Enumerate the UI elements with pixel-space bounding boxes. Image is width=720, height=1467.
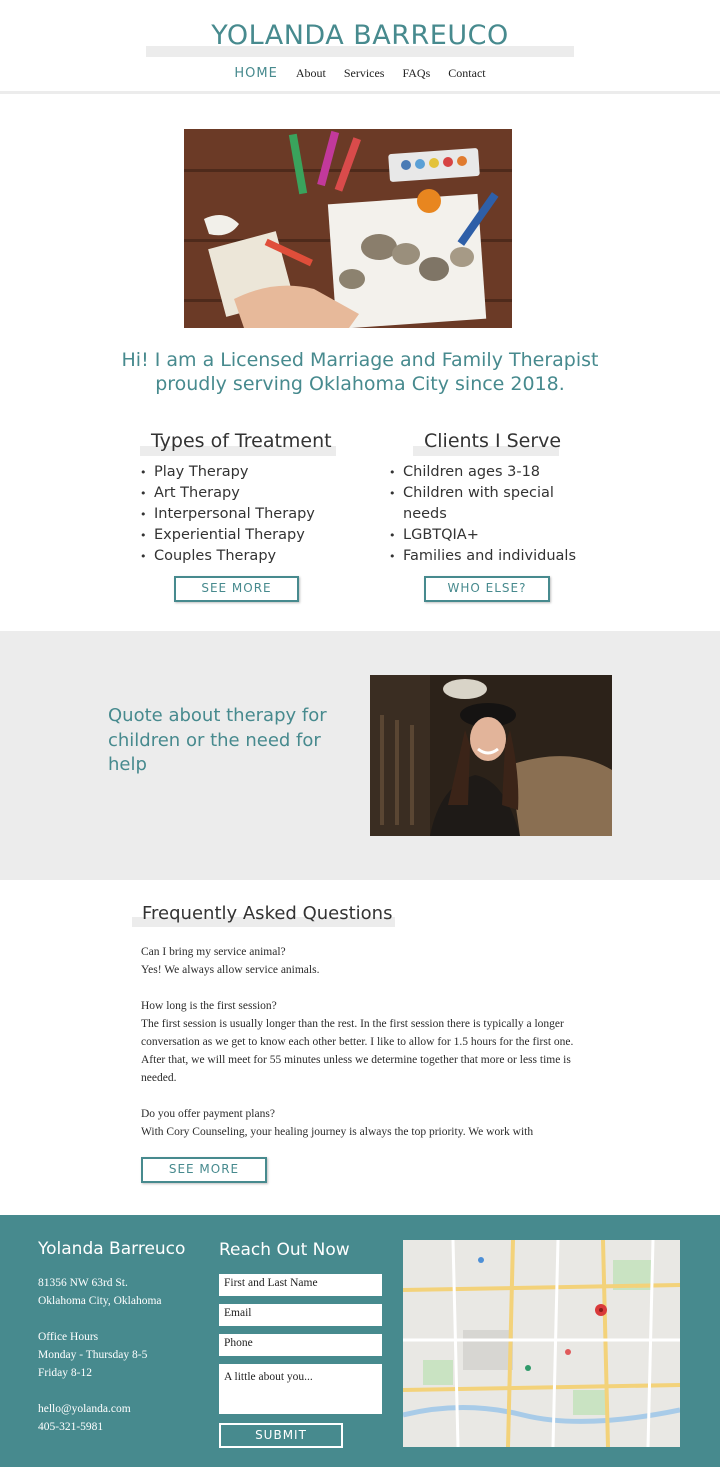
smiling-woman-photo [370,675,612,836]
nav-home[interactable]: HOME [234,66,278,81]
treatment-column [140,430,380,567]
faq-question: Can I bring my service animal? [141,946,286,958]
clients-column [389,430,579,567]
faq-title: Frequently Asked Questions [142,903,393,924]
email-link[interactable]: hello@yolanda.com [38,1403,131,1415]
art-supplies-photo [184,129,512,328]
list-item: • Couples Therapy [140,546,380,567]
nav-about[interactable]: About [295,66,326,80]
reach-out-title: Reach Out Now [219,1240,350,1260]
hours-label: Office Hours [38,1331,99,1343]
nav-contact[interactable]: Contact [448,66,486,80]
quote-text: Quote about therapy for children or the need for help [108,705,327,775]
clients-list [389,462,579,567]
list-item: • Children with special needs [389,483,579,525]
faq-answer: Yes! We always allow service animals. [141,964,320,976]
list-item: • LGBTQIA+ [389,525,579,546]
nav-faqs[interactable]: FAQs [402,66,431,80]
faq-question: Do you offer payment plans? [141,1108,275,1120]
art-supplies-photo-graphic [184,129,512,328]
name-field[interactable]: First and Last Name [219,1274,382,1296]
email-field[interactable]: Email [219,1304,382,1326]
faq-answer: The first session is usually longer than the rest. In the first session there is typically a longer conversation as we get to know each other better. I like to allow for 1.5 hours for the first one. After that, we will meet for 55 minutes unless we determine together that more or less time is needed. [141,1018,574,1084]
faq-entry [141,997,586,1087]
list-item: • Children ages 3-18 [389,462,579,483]
faq-entry [141,1105,586,1141]
site-header [0,0,720,94]
faq-entry [141,943,586,979]
intro-text: Hi! I am a Licensed Marriage and Family Therapist proudly serving Oklahoma City since 2018. [121,349,599,395]
quote-section [0,631,720,880]
site-title[interactable]: YOLANDA BARREUCO [211,20,509,51]
see-more-treatment-button[interactable]: SEE MORE [174,576,299,602]
treatment-list [140,462,380,567]
treatment-title: Types of Treatment [151,430,332,452]
nav-services[interactable]: Services [343,66,385,80]
phone-field[interactable]: Phone [219,1334,382,1356]
footer-contact-info [38,1274,208,1436]
list-item: • Experiential Therapy [140,525,380,546]
list-item: • Play Therapy [140,462,380,483]
phone-link[interactable]: 405-321-5981 [38,1421,104,1433]
map-graphic [403,1240,680,1447]
who-else-button[interactable]: WHO ELSE? [424,576,550,602]
clients-title: Clients I Serve [424,430,562,452]
faq-answer: With Cory Counseling, your healing journey is always the top priority. We work with [141,1126,534,1138]
about-field[interactable]: A little about you... [219,1364,382,1414]
submit-button[interactable]: SUBMIT [219,1423,343,1448]
map-icon[interactable] [403,1240,680,1447]
hours-line-2: Friday 8-12 [38,1367,92,1379]
address-line-2: Oklahoma City, Oklahoma [38,1295,162,1307]
smiling-woman-photo-graphic [370,675,612,836]
list-item: • Art Therapy [140,483,380,504]
main-nav [0,66,720,81]
faq-question: How long is the first session? [141,1000,277,1012]
list-item: • Families and individuals [389,546,579,567]
footer-name: Yolanda Barreuco [38,1239,186,1259]
faq-list [141,943,586,1159]
see-more-faq-button[interactable]: SEE MORE [141,1157,267,1183]
address-line-1: 81356 NW 63rd St. [38,1277,128,1289]
list-item: • Interpersonal Therapy [140,504,380,525]
hours-line-1: Monday - Thursday 8-5 [38,1349,148,1361]
site-footer [0,1215,720,1467]
